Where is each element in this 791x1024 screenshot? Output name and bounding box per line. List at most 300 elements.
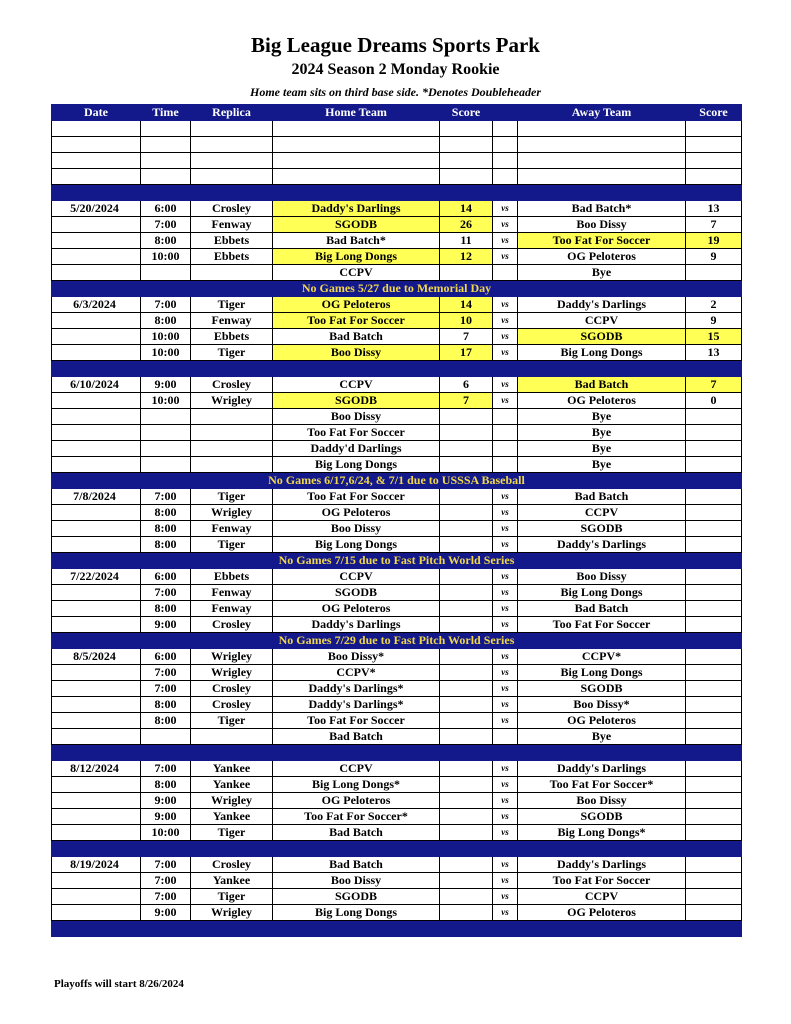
date-cell — [52, 169, 141, 185]
vs-cell: vs — [493, 201, 518, 217]
home-team-cell: CCPV — [273, 569, 440, 585]
game-row — [52, 681, 742, 697]
away-team-cell: Boo Dissy — [518, 217, 686, 233]
home-score-cell — [440, 489, 493, 505]
game-row — [52, 409, 742, 425]
time-cell: 8:00 — [141, 233, 191, 249]
game-row — [52, 825, 742, 841]
page-subtitle: 2024 Season 2 Monday Rookie — [291, 61, 500, 78]
time-cell — [141, 265, 191, 281]
game-row — [52, 297, 742, 313]
replica-cell: Yankee — [191, 761, 273, 777]
col-home-team: Home Team — [273, 105, 440, 121]
away-score-cell — [686, 857, 742, 873]
date-cell — [52, 601, 141, 617]
game-row — [52, 217, 742, 233]
vs-cell: vs — [493, 297, 518, 313]
page-title: Big League Dreams Sports Park — [251, 33, 540, 57]
replica-cell: Fenway — [191, 601, 273, 617]
home-score-cell — [440, 713, 493, 729]
section-divider — [52, 921, 742, 937]
away-score-cell — [686, 265, 742, 281]
date-cell: 8/12/2024 — [52, 761, 141, 777]
home-score-cell — [440, 617, 493, 633]
time-cell: 7:00 — [141, 873, 191, 889]
vs-cell: vs — [493, 521, 518, 537]
vs-cell: vs — [493, 857, 518, 873]
date-cell — [52, 697, 141, 713]
home-team-cell: Bad Batch — [273, 329, 440, 345]
replica-cell — [191, 121, 273, 137]
home-team-cell: Bad Batch — [273, 825, 440, 841]
game-row — [52, 393, 742, 409]
game-row — [52, 313, 742, 329]
vs-cell — [493, 457, 518, 473]
away-team-cell: Bye — [518, 441, 686, 457]
away-score-cell: 7 — [686, 377, 742, 393]
game-row — [52, 697, 742, 713]
away-team-cell: Daddy's Darlings — [518, 761, 686, 777]
replica-cell: Yankee — [191, 809, 273, 825]
home-team-cell: Boo Dissy — [273, 521, 440, 537]
time-cell: 6:00 — [141, 201, 191, 217]
replica-cell — [191, 425, 273, 441]
date-cell: 6/10/2024 — [52, 377, 141, 393]
date-cell: 7/22/2024 — [52, 569, 141, 585]
col-away-score: Score — [686, 105, 742, 121]
home-score-cell: 17 — [440, 345, 493, 361]
home-team-cell: CCPV — [273, 377, 440, 393]
home-team-cell — [273, 153, 440, 169]
away-score-cell — [686, 505, 742, 521]
date-cell — [52, 153, 141, 169]
blank-row — [52, 137, 742, 153]
date-cell — [52, 441, 141, 457]
date-cell — [52, 889, 141, 905]
date-cell — [52, 137, 141, 153]
home-score-cell — [440, 761, 493, 777]
notice-text: No Games 6/17,6/24, & 7/1 due to USSSA Baseball — [52, 473, 742, 489]
away-score-cell: 9 — [686, 249, 742, 265]
replica-cell — [191, 265, 273, 281]
vs-cell: vs — [493, 649, 518, 665]
home-score-cell: 14 — [440, 201, 493, 217]
game-row — [52, 713, 742, 729]
date-cell — [52, 585, 141, 601]
away-team-cell: SGODB — [518, 521, 686, 537]
time-cell: 8:00 — [141, 777, 191, 793]
away-team-cell: CCPV — [518, 313, 686, 329]
vs-cell: vs — [493, 809, 518, 825]
home-team-cell: Big Long Dongs — [273, 537, 440, 553]
away-score-cell: 19 — [686, 233, 742, 249]
schedule-table — [51, 104, 742, 937]
away-team-cell: Too Fat For Soccer — [518, 233, 686, 249]
vs-cell: vs — [493, 889, 518, 905]
divider-cell — [52, 361, 742, 377]
date-cell — [52, 121, 141, 137]
time-cell: 9:00 — [141, 809, 191, 825]
away-score-cell — [686, 809, 742, 825]
game-row — [52, 521, 742, 537]
home-score-cell: 7 — [440, 329, 493, 345]
game-row — [52, 329, 742, 345]
away-score-cell: 2 — [686, 297, 742, 313]
away-team-cell: OG Peloteros — [518, 249, 686, 265]
replica-cell: Crosley — [191, 617, 273, 633]
vs-cell: vs — [493, 313, 518, 329]
replica-cell: Tiger — [191, 345, 273, 361]
home-score-cell — [440, 649, 493, 665]
vs-cell — [493, 121, 518, 137]
replica-cell: Tiger — [191, 825, 273, 841]
replica-cell — [191, 169, 273, 185]
replica-cell — [191, 137, 273, 153]
section-divider — [52, 361, 742, 377]
time-cell: 8:00 — [141, 713, 191, 729]
replica-cell: Crosley — [191, 857, 273, 873]
vs-cell: vs — [493, 601, 518, 617]
home-score-cell: 7 — [440, 393, 493, 409]
home-team-cell: Boo Dissy — [273, 873, 440, 889]
vs-cell: vs — [493, 249, 518, 265]
date-cell — [52, 809, 141, 825]
game-row — [52, 377, 742, 393]
vs-cell: vs — [493, 569, 518, 585]
time-cell — [141, 121, 191, 137]
away-team-cell: Big Long Dongs — [518, 585, 686, 601]
replica-cell: Fenway — [191, 217, 273, 233]
vs-cell — [493, 265, 518, 281]
game-row — [52, 809, 742, 825]
time-cell: 7:00 — [141, 857, 191, 873]
divider-cell — [52, 841, 742, 857]
date-cell — [52, 457, 141, 473]
time-cell: 7:00 — [141, 217, 191, 233]
away-team-cell: Bye — [518, 409, 686, 425]
notice-row — [52, 281, 742, 297]
away-team-cell: CCPV* — [518, 649, 686, 665]
vs-cell — [493, 729, 518, 745]
home-score-cell — [440, 665, 493, 681]
home-score-cell — [440, 265, 493, 281]
home-team-cell: CCPV* — [273, 665, 440, 681]
date-cell: 6/3/2024 — [52, 297, 141, 313]
vs-cell — [493, 169, 518, 185]
date-cell: 8/19/2024 — [52, 857, 141, 873]
game-row — [52, 585, 742, 601]
time-cell: 9:00 — [141, 793, 191, 809]
date-cell — [52, 217, 141, 233]
game-row — [52, 665, 742, 681]
replica-cell — [191, 153, 273, 169]
home-team-cell: Daddy's Darlings — [273, 201, 440, 217]
game-row — [52, 793, 742, 809]
home-team-cell: Big Long Dongs — [273, 457, 440, 473]
date-cell — [52, 905, 141, 921]
date-cell: 7/8/2024 — [52, 489, 141, 505]
game-row — [52, 233, 742, 249]
home-score-cell — [440, 697, 493, 713]
replica-cell: Wrigley — [191, 793, 273, 809]
home-score-cell — [440, 729, 493, 745]
away-team-cell — [518, 121, 686, 137]
game-row — [52, 425, 742, 441]
away-team-cell: Boo Dissy — [518, 793, 686, 809]
time-cell — [141, 409, 191, 425]
away-score-cell — [686, 169, 742, 185]
away-score-cell — [686, 137, 742, 153]
away-score-cell — [686, 409, 742, 425]
game-row — [52, 249, 742, 265]
home-score-cell — [440, 889, 493, 905]
date-cell — [52, 505, 141, 521]
time-cell: 8:00 — [141, 521, 191, 537]
time-cell: 8:00 — [141, 697, 191, 713]
vs-cell: vs — [493, 905, 518, 921]
home-score-cell — [440, 505, 493, 521]
home-team-cell: SGODB — [273, 889, 440, 905]
home-team-cell: Big Long Dongs — [273, 249, 440, 265]
game-row — [52, 873, 742, 889]
vs-cell: vs — [493, 777, 518, 793]
game-row — [52, 489, 742, 505]
away-score-cell: 13 — [686, 201, 742, 217]
away-score-cell — [686, 665, 742, 681]
replica-cell: Fenway — [191, 521, 273, 537]
time-cell: 8:00 — [141, 505, 191, 521]
home-team-cell: OG Peloteros — [273, 297, 440, 313]
replica-cell: Yankee — [191, 777, 273, 793]
replica-cell: Fenway — [191, 585, 273, 601]
away-team-cell: Too Fat For Soccer — [518, 873, 686, 889]
time-cell: 7:00 — [141, 297, 191, 313]
date-cell — [52, 665, 141, 681]
replica-cell: Fenway — [191, 313, 273, 329]
away-team-cell: Too Fat For Soccer — [518, 617, 686, 633]
away-score-cell — [686, 489, 742, 505]
vs-cell: vs — [493, 681, 518, 697]
time-cell: 8:00 — [141, 601, 191, 617]
away-team-cell: SGODB — [518, 329, 686, 345]
time-cell: 8:00 — [141, 537, 191, 553]
home-team-cell: Daddy's Darlings — [273, 617, 440, 633]
vs-cell: vs — [493, 329, 518, 345]
game-row — [52, 345, 742, 361]
date-cell — [52, 313, 141, 329]
game-row — [52, 201, 742, 217]
away-score-cell — [686, 761, 742, 777]
notice-row — [52, 633, 742, 649]
home-team-cell: OG Peloteros — [273, 793, 440, 809]
home-score-cell: 14 — [440, 297, 493, 313]
home-score-cell: 12 — [440, 249, 493, 265]
vs-cell — [493, 153, 518, 169]
date-cell: 8/5/2024 — [52, 649, 141, 665]
replica-cell: Tiger — [191, 297, 273, 313]
date-cell — [52, 537, 141, 553]
time-cell: 7:00 — [141, 665, 191, 681]
away-score-cell: 15 — [686, 329, 742, 345]
away-team-cell: Big Long Dongs — [518, 345, 686, 361]
home-team-cell: Big Long Dongs* — [273, 777, 440, 793]
vs-cell: vs — [493, 217, 518, 233]
replica-cell: Tiger — [191, 889, 273, 905]
blank-row — [52, 169, 742, 185]
away-score-cell — [686, 441, 742, 457]
date-cell — [52, 777, 141, 793]
vs-cell: vs — [493, 697, 518, 713]
home-score-cell — [440, 857, 493, 873]
away-team-cell: CCPV — [518, 889, 686, 905]
time-cell: 6:00 — [141, 649, 191, 665]
table-header — [52, 105, 742, 121]
home-team-cell: Bad Batch* — [273, 233, 440, 249]
away-score-cell — [686, 697, 742, 713]
home-team-cell: Daddy'd Darlings — [273, 441, 440, 457]
vs-cell: vs — [493, 825, 518, 841]
vs-cell: vs — [493, 505, 518, 521]
game-row — [52, 889, 742, 905]
vs-cell: vs — [493, 665, 518, 681]
away-team-cell: Bad Batch — [518, 377, 686, 393]
col-away-team: Away Team — [518, 105, 686, 121]
notice-text: No Games 7/29 due to Fast Pitch World Series — [52, 633, 742, 649]
away-score-cell — [686, 153, 742, 169]
col-replica: Replica — [191, 105, 273, 121]
vs-cell: vs — [493, 537, 518, 553]
home-score-cell — [440, 793, 493, 809]
away-team-cell: Bad Batch — [518, 489, 686, 505]
away-team-cell — [518, 153, 686, 169]
home-score-cell — [440, 457, 493, 473]
home-team-cell: Bad Batch — [273, 857, 440, 873]
replica-cell: Tiger — [191, 537, 273, 553]
home-team-cell: Too Fat For Soccer* — [273, 809, 440, 825]
time-cell — [141, 441, 191, 457]
away-score-cell — [686, 457, 742, 473]
replica-cell — [191, 441, 273, 457]
away-team-cell: Boo Dissy — [518, 569, 686, 585]
home-score-cell: 11 — [440, 233, 493, 249]
away-team-cell: Bad Batch — [518, 601, 686, 617]
away-score-cell — [686, 889, 742, 905]
away-team-cell: Daddy's Darlings — [518, 537, 686, 553]
date-cell — [52, 425, 141, 441]
home-team-cell — [273, 121, 440, 137]
replica-cell: Ebbets — [191, 329, 273, 345]
home-score-cell — [440, 425, 493, 441]
away-team-cell: Daddy's Darlings — [518, 297, 686, 313]
away-score-cell — [686, 713, 742, 729]
time-cell: 9:00 — [141, 377, 191, 393]
time-cell — [141, 137, 191, 153]
home-team-cell: Boo Dissy — [273, 409, 440, 425]
time-cell — [141, 457, 191, 473]
replica-cell: Ebbets — [191, 569, 273, 585]
away-score-cell — [686, 681, 742, 697]
home-score-cell — [440, 601, 493, 617]
home-team-cell: CCPV — [273, 761, 440, 777]
playoffs-note: Playoffs will start 8/26/2024 — [54, 978, 184, 990]
home-team-cell: Big Long Dongs — [273, 905, 440, 921]
game-row — [52, 601, 742, 617]
vs-cell: vs — [493, 345, 518, 361]
date-cell — [52, 265, 141, 281]
away-team-cell: Boo Dissy* — [518, 697, 686, 713]
away-team-cell: CCPV — [518, 505, 686, 521]
home-score-cell — [440, 809, 493, 825]
away-team-cell: Daddy's Darlings — [518, 857, 686, 873]
date-cell — [52, 873, 141, 889]
time-cell: 7:00 — [141, 585, 191, 601]
away-score-cell — [686, 521, 742, 537]
home-score-cell — [440, 537, 493, 553]
away-team-cell: Bye — [518, 265, 686, 281]
home-team-cell — [273, 137, 440, 153]
home-score-cell — [440, 873, 493, 889]
home-team-cell: Boo Dissy* — [273, 649, 440, 665]
away-team-cell: Too Fat For Soccer* — [518, 777, 686, 793]
home-score-cell — [440, 121, 493, 137]
time-cell: 7:00 — [141, 761, 191, 777]
game-row — [52, 265, 742, 281]
home-team-cell: OG Peloteros — [273, 601, 440, 617]
game-row — [52, 537, 742, 553]
replica-cell: Wrigley — [191, 665, 273, 681]
date-cell — [52, 329, 141, 345]
game-row — [52, 649, 742, 665]
date-cell — [52, 825, 141, 841]
notice-row — [52, 553, 742, 569]
away-score-cell — [686, 793, 742, 809]
away-score-cell — [686, 537, 742, 553]
home-team-cell: Bad Batch — [273, 729, 440, 745]
home-score-cell — [440, 825, 493, 841]
vs-cell: vs — [493, 585, 518, 601]
col-vs — [493, 105, 518, 121]
vs-cell: vs — [493, 713, 518, 729]
date-cell — [52, 233, 141, 249]
home-score-cell — [440, 569, 493, 585]
blank-row — [52, 153, 742, 169]
vs-cell — [493, 425, 518, 441]
away-team-cell: Big Long Dongs* — [518, 825, 686, 841]
game-row — [52, 729, 742, 745]
away-score-cell — [686, 729, 742, 745]
divider-cell — [52, 745, 742, 761]
away-team-cell: OG Peloteros — [518, 393, 686, 409]
vs-cell: vs — [493, 393, 518, 409]
game-row — [52, 457, 742, 473]
game-row — [52, 617, 742, 633]
away-team-cell: Bad Batch* — [518, 201, 686, 217]
away-score-cell — [686, 425, 742, 441]
home-team-cell: SGODB — [273, 393, 440, 409]
away-score-cell: 9 — [686, 313, 742, 329]
divider-cell — [52, 185, 742, 201]
home-team-cell: SGODB — [273, 585, 440, 601]
away-score-cell — [686, 121, 742, 137]
replica-cell: Crosley — [191, 681, 273, 697]
vs-cell: vs — [493, 761, 518, 777]
time-cell: 10:00 — [141, 393, 191, 409]
away-score-cell — [686, 825, 742, 841]
col-date: Date — [52, 105, 141, 121]
time-cell: 8:00 — [141, 313, 191, 329]
replica-cell: Wrigley — [191, 905, 273, 921]
date-cell — [52, 393, 141, 409]
